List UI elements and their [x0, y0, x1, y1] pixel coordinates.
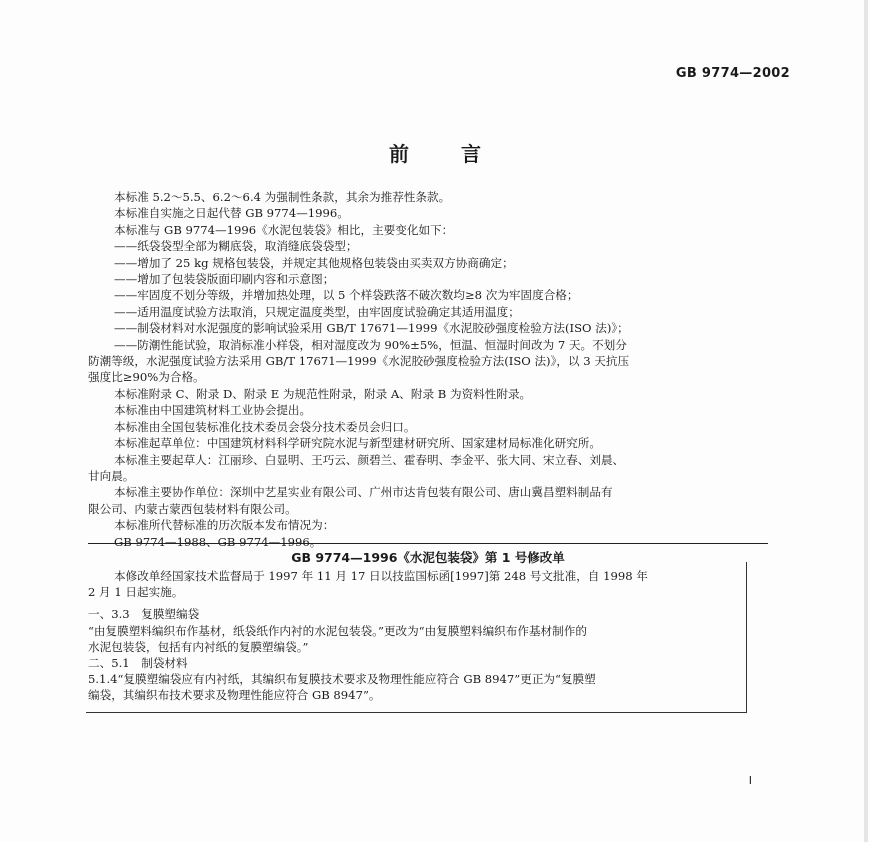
foreword-title: 前言 [389, 142, 533, 166]
paragraph-cooperating-units-continued: 限公司、内蒙古蒙西包装材料有限公司。 [88, 501, 297, 516]
paragraph-mandatory-clauses: 本标准 5.2～5.5、6.2～6.4 为强制性条款，其余为推荐性条款。 [114, 190, 451, 204]
change-item: ——防潮性能试验，取消标准小样袋，相对湿度改为 90%±5%，恒温、恒湿时间改为 7 天。不划分 [114, 337, 627, 352]
paragraph-annexes: 本标准附录 C、附录 D、附录 E 为规范性附录，附录 A、附录 B 为资料性附录。 [114, 386, 532, 401]
paragraph-drafting-units: 本标准起草单位：中国建筑材料科学研究院水泥与新型建材研究所、国家建材局标准化研究所。 [114, 436, 601, 451]
scan-edge-shadow [864, 0, 868, 842]
change-item: ——增加了包装袋版面印刷内容和示意图； [114, 272, 335, 287]
change-item: ——适用温度试验方法取消，只规定温度类型，由牢固度试验确定其适用温度； [114, 304, 520, 319]
paragraph-under-jurisdiction: 本标准由全国包装标准化技术委员会袋分技术委员会归口。 [114, 419, 416, 434]
amendment-item-text: 5.1.4“复膜塑编袋应有内衬纸，其编织布复膜技术要求及物理性能应符合 GB 8947”更正为“复膜塑 [88, 672, 596, 687]
amendment-item-heading: 二、5.1 制袋材料 [88, 656, 188, 671]
page-number: I [748, 774, 752, 787]
change-item: ——增加了 25 kg 规格包装袋，并规定其他规格包装袋由买卖双方协商确定； [114, 255, 514, 270]
amendment-approval: 本修改单经国家技术监督局于 1997 年 11 月 17 日以技监国标函[1997]第 248 号文批准，自 1998 年 [114, 569, 648, 583]
amendment-title: GB 9774—1996《水泥包装袋》第 1 号修改单 [88, 543, 768, 566]
amendment-item-text: “由复膜塑料编织布作基材，纸袋纸作内衬的水泥包装袋。”更改为“由复膜塑料编织布作基材制作的 [88, 623, 587, 638]
paragraph-changes-intro: 本标准与 GB 9774—1996《水泥包装袋》相比，主要变化如下： [114, 222, 454, 237]
paragraph-proposed-by: 本标准由中国建筑材料工业协会提出。 [114, 403, 312, 418]
change-item: ——纸袋袋型全部为糊底袋，取消缝底袋袋型； [114, 239, 358, 254]
change-item-continued: 强度比≥90%为合格。 [88, 370, 205, 385]
change-item-continued: 防潮等级，水泥强度试验方法采用 GB/T 17671—1999《水泥胶砂强度检验方法(ISO 法)》，以 3 天抗压 [88, 354, 630, 369]
paragraph-replaces: 本标准自实施之日起代替 GB 9774—1996。 [114, 206, 349, 221]
paragraph-history-intro: 本标准所代替标准的历次版本发布情况为： [114, 518, 335, 533]
paragraph-drafters-continued: 甘向晨。 [88, 468, 135, 483]
change-item: ——牢固度不划分等级，并增加热处理，以 5 个样袋跌落不破次数均≥8 次为牢固度合格； [114, 288, 579, 303]
amendment-item-text: 水泥包装袋，包括有内衬纸的复膜塑编袋。” [88, 639, 309, 654]
standard-code-header: GB 9774—2002 [675, 66, 790, 81]
paragraph-cooperating-units: 本标准主要协作单位：深圳中艺星实业有限公司、广州市达肯包装有限公司、唐山冀昌塑料制品有 [114, 485, 613, 500]
paragraph-drafters: 本标准主要起草人：江丽珍、白显明、王巧云、颜碧兰、霍春明、李金平、张大同、宋立春、刘晨、 [114, 452, 625, 467]
amendment-item-heading: 一、3.3 复膜塑编袋 [88, 607, 200, 622]
change-item: ——制袋材料对水泥强度的影响试验采用 GB/T 17671—1999《水泥胶砂强度检验方法(ISO 法)》； [114, 321, 629, 336]
amendment-body [88, 568, 753, 704]
amendment-item-text: 编袋，其编织布技术要求及物理性能应符合 GB 8947”。 [88, 688, 381, 703]
paragraph-history-versions: GB 9774—1988、GB 9774—1996。 [114, 534, 322, 549]
amendment-approval-continued: 2 月 1 日起实施。 [88, 585, 184, 600]
foreword-body [88, 189, 788, 550]
